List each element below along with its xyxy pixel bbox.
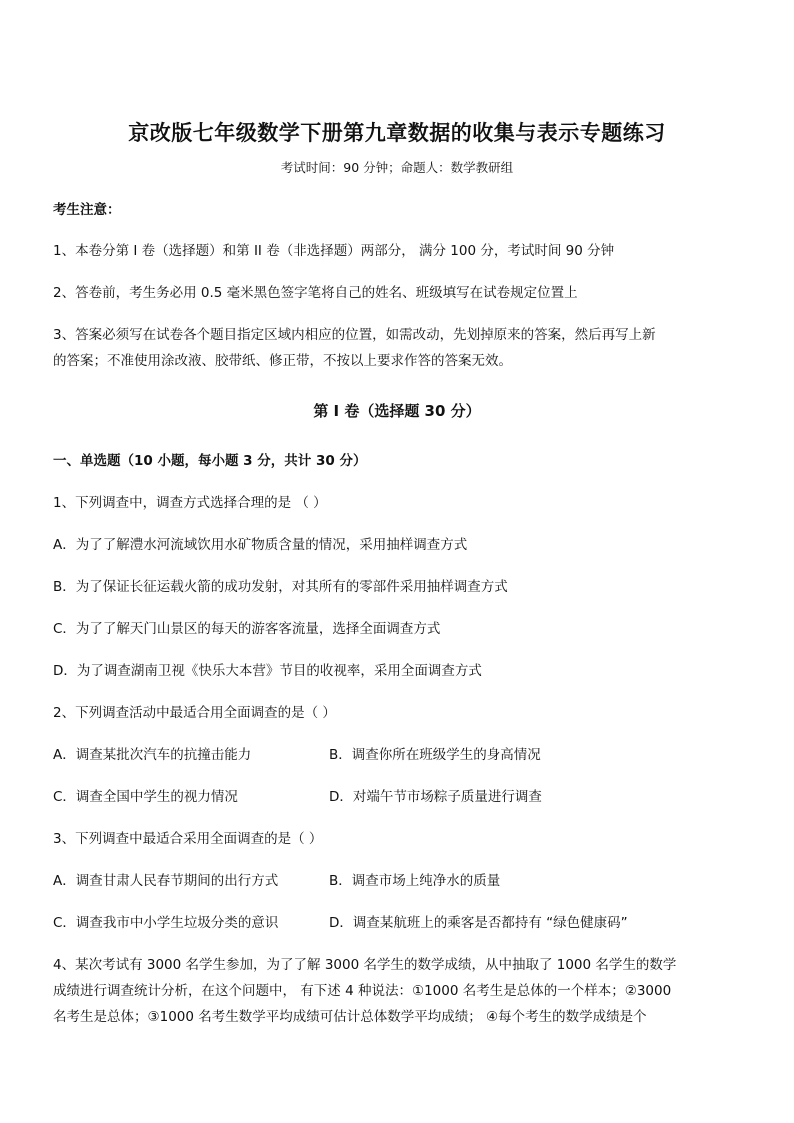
page-title: 京改版七年级数学下册第九章数据的收集与表示专题练习 [128,120,666,145]
question-3-option-b: B．调查市场上纯净水的质量 [329,873,501,889]
notice-item-1: 1、本卷分第 I 卷（选择题）和第 II 卷（非选择题）两部分， 满分 100 分，考试时间 90 分钟 [53,243,615,259]
question-1-stem: 1、下列调查中，调查方式选择合理的是 （ ） [53,495,327,511]
question-2-stem: 2、下列调查活动中最适合用全面调查的是（ ） [53,705,336,721]
question-3-option-d: D．调查某航班上的乘客是否都持有 “绿色健康码” [329,915,628,931]
question-4-line-3: 名考生是总体；③1000 名考生数学平均成绩可估计总体数学平均成绩； ④每个考生的数学成绩是个 [53,1009,647,1025]
question-2-option-a: A．调查某批次汽车的抗撞击能力 [53,747,252,763]
section-title: 第 I 卷（选择题 30 分） [313,402,481,420]
part-heading: 一、单选题（10 小题，每小题 3 分，共计 30 分） [53,453,367,469]
notice-item-3-cont: 的答案；不准使用涂改液、胶带纸、修正带，不按以上要求作答的答案无效。 [53,353,512,369]
question-2-option-c: C．调查全国中学生的视力情况 [53,789,238,805]
question-4-line-1: 4、某次考试有 3000 名学生参加，为了了解 3000 名学生的数学成绩，从中抽取了 1000 名学生的数学 [53,957,677,973]
notice-heading: 考生注意： [53,202,121,218]
question-3-option-c: C．调查我市中小学生垃圾分类的意识 [53,915,279,931]
question-1-option-d: D．为了调查湖南卫视《快乐大本营》节目的收视率，采用全面调查方式 [53,663,482,679]
notice-item-2: 2、答卷前，考生务必用 0.5 毫米黑色签字笔将自己的姓名、班级填写在试卷规定位置上 [53,285,578,301]
question-3-stem: 3、下列调查中最适合采用全面调查的是（ ） [53,831,323,847]
notice-item-3: 3、答案必须写在试卷各个题目指定区域内相应的位置，如需改动，先划掉原来的答案，然后再写上新 [53,327,656,343]
question-1-option-c: C．为了了解天门山景区的每天的游客客流量，选择全面调查方式 [53,621,441,637]
question-4-line-2: 成绩进行调查统计分析，在这个问题中， 有下述 4 种说法：①1000 名考生是总体的一个样本；②3000 [53,983,672,999]
question-3-option-a: A．调查甘肃人民春节期间的出行方式 [53,873,279,889]
question-2-option-d: D．对端午节市场粽子质量进行调查 [329,789,542,805]
question-2-option-b: B．调查你所在班级学生的身高情况 [329,747,541,763]
question-1-option-a: A．为了了解澧水河流域饮用水矿物质含量的情况，采用抽样调查方式 [53,537,468,553]
question-1-option-b: B．为了保证长征运载火箭的成功发射，对其所有的零部件采用抽样调查方式 [53,579,508,595]
exam-info: 考试时间：90 分钟；命题人：数学教研组 [280,160,514,175]
